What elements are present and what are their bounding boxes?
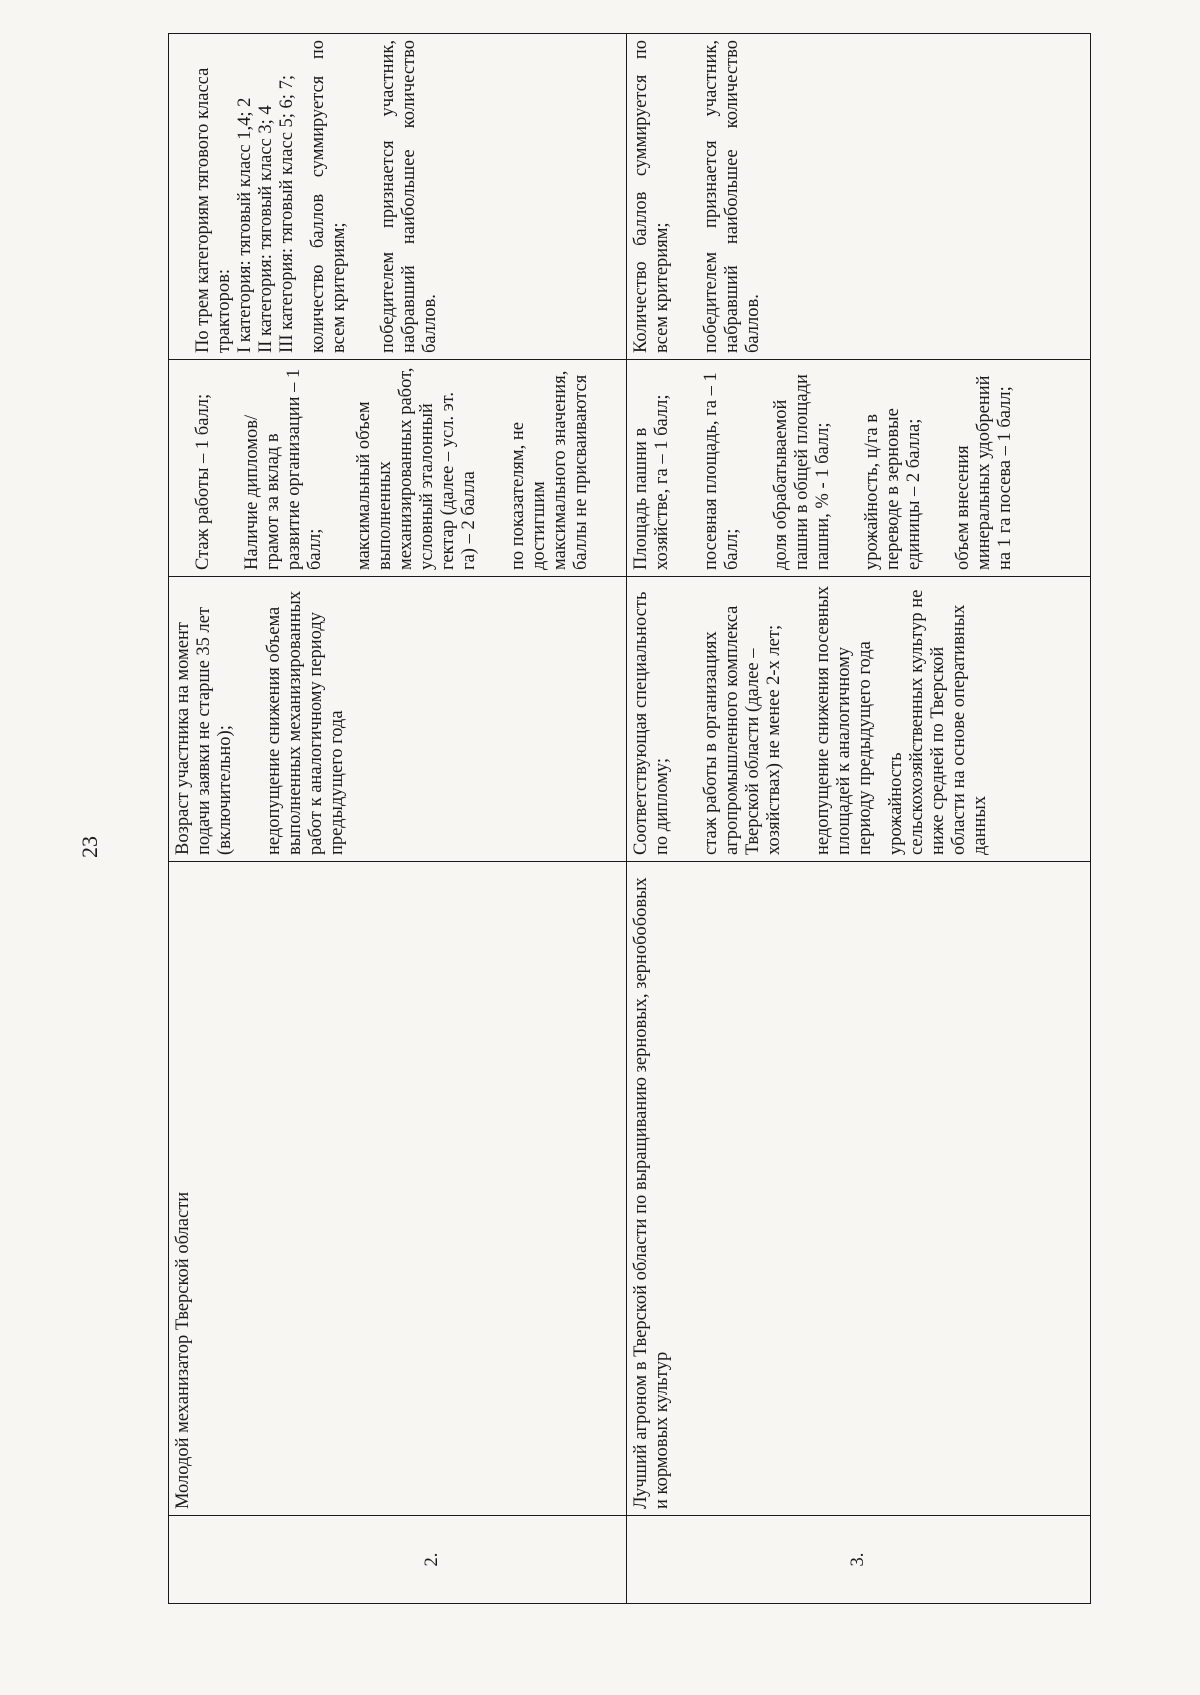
- condition-item: урожайность сельскохозяйственных культур не ниже средней по Тверской области на основе оперативных данных: [886, 589, 990, 855]
- row-number: 2.: [169, 1516, 627, 1604]
- condition-item: недопущение снижения объема выполненных механизированных работ к аналогичному периоду предыдущего года: [264, 590, 347, 855]
- procedure-rule: победителем признается участник, набравший наибольшее количество баллов.: [701, 40, 763, 353]
- criteria-item: урожайность, ц/га в переводе в зерновые единицы – 2 балла;: [862, 408, 924, 570]
- condition-item: Соответствующая специальность по диплому;: [631, 591, 672, 855]
- row-number: 3.: [627, 1516, 1091, 1604]
- conditions-cell: [627, 577, 1091, 862]
- procedure-text: По трем категориям тягового класса тракторов: I категория: тяговый класс 1,4; 2 II категория: тяговый класс 3; 4 III категория: тяговый класс 5; 6; 7;: [193, 67, 297, 353]
- procedure-cell: [627, 34, 1091, 360]
- procedure-cell: [169, 34, 627, 360]
- rotated-table-wrapper: [168, 34, 1090, 1604]
- nomination-cell: Молодой механизатор Тверской области: [169, 862, 627, 1516]
- nomination-cell: Лучший агроном в Тверской области по выращиванию зерновых, зернобобовых и кормовых культур: [627, 862, 1091, 1516]
- condition-item: недопущение снижения посевных площадей к аналогичному периоду предыдущего года: [813, 585, 875, 855]
- condition-item: стаж работы в организациях агропромышленного комплекса Тверской области (далее – хозяйствах) не менее 2-х лет;: [701, 605, 784, 855]
- criteria-cell: [627, 360, 1091, 577]
- procedure-rule: Количество баллов суммируется по всем критериям;: [631, 40, 672, 353]
- criteria-item: Площадь пашни в хозяйстве, га – 1 балл;: [631, 394, 672, 570]
- page-number: 23: [77, 836, 102, 858]
- criteria-item: посевная площадь, га – 1 балл;: [701, 372, 742, 570]
- conditions-cell: [169, 577, 627, 862]
- table-row: [627, 34, 1091, 1604]
- table-row: [169, 34, 627, 1604]
- criteria-item: Наличие дипломов/грамот за вклад в развитие организации – 1 балл;: [242, 368, 325, 570]
- contest-table: [168, 33, 1091, 1604]
- criteria-item: Стаж работы – 1 балл;: [193, 393, 213, 570]
- procedure-rule: победителем признается участник, набравший наибольшее количество баллов.: [378, 40, 440, 353]
- criteria-cell: [169, 360, 627, 577]
- criteria-item: по показателям, не достигшим максимального значения, баллы не присваиваются: [508, 370, 591, 570]
- condition-item: Возраст участника на момент подачи заявки не старше 35 лет (включительно);: [173, 606, 235, 855]
- criteria-item: объем внесения минеральных удобрений на 1 га посева – 1 балл;: [953, 375, 1015, 570]
- criteria-item: максимальный объем выполненных механизированных работ, условный эталонный гектар (далее – усл. эт. га) – 2 балла: [354, 367, 479, 570]
- criteria-item: доля обрабатываемой пашни в общей площади пашни, % - 1 балл;: [771, 374, 833, 570]
- procedure-rule: количество баллов суммируется по всем критериям;: [308, 40, 349, 353]
